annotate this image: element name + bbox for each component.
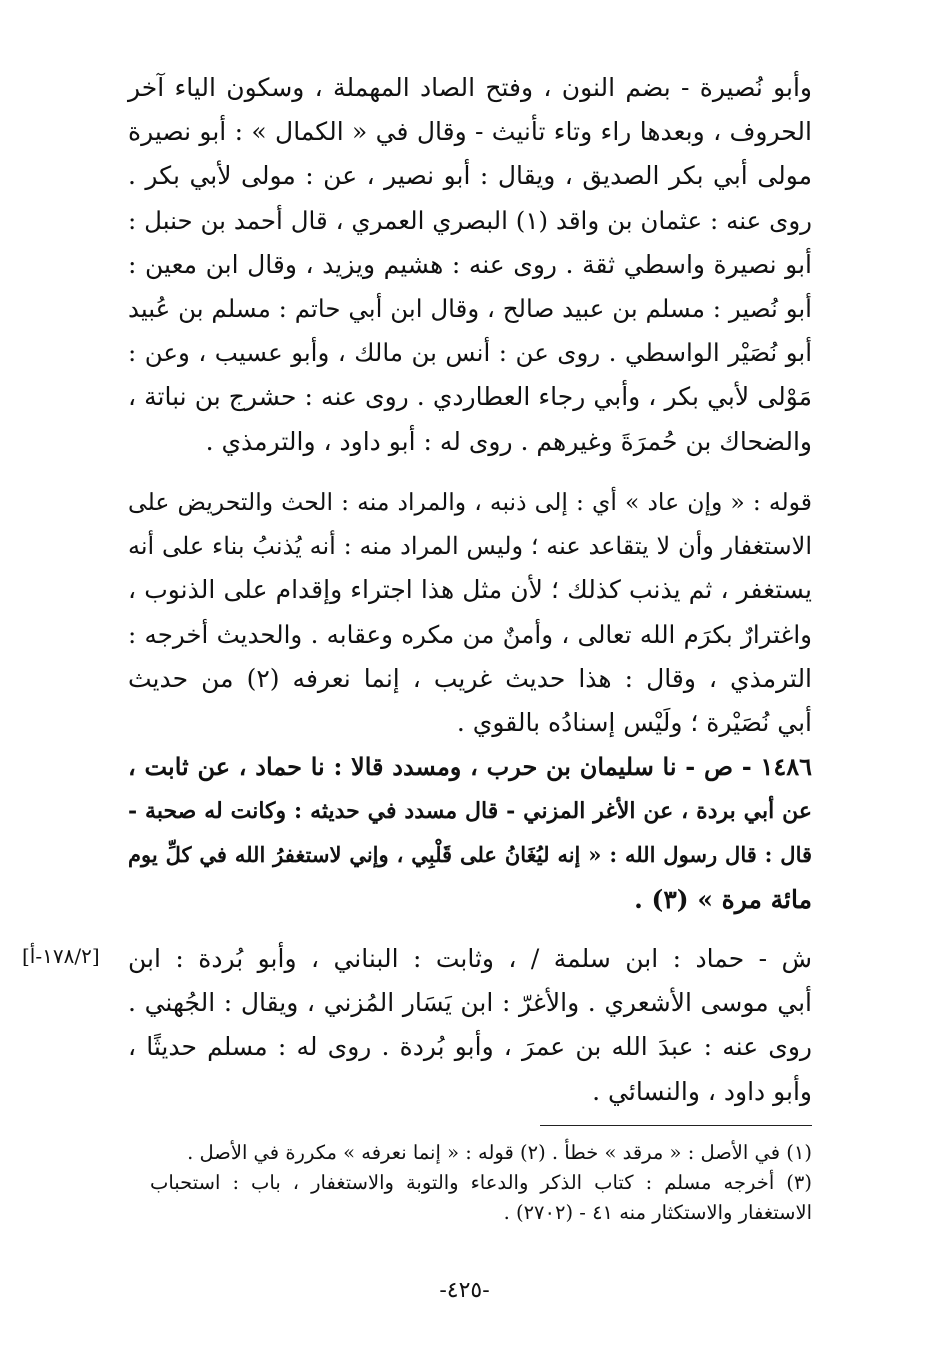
text-line: مولى أبي بكر الصديق ، ويقال : أبو نصير ، عن : مولى لأبي بكر . — [128, 161, 812, 191]
text-line: مَوْلى لأبي بكر ، وأبي رجاء العطاردي . روى عنه : حشرج بن نباتة ، — [128, 382, 812, 412]
manuscript-folio-reference: [١٧٨/٢-أ] — [22, 944, 100, 968]
footnote-line: (١) في الأصل : « مرقد » خطأ . (٢) قوله : « إنما نعرفه » مكررة في الأصل . — [187, 1141, 812, 1164]
footnote-separator — [540, 1125, 812, 1126]
text-line: وأبو داود ، والنسائي . — [592, 1076, 812, 1106]
text-line: ش - حماد : ابن سلمة / ، وثابت : البناني ، وأبو بُردة : ابن — [128, 944, 812, 973]
text-line: ١٤٨٦ - ص - نا سليمان بن حرب ، ومسدد قالا : نا حماد ، عن ثابت ، — [128, 752, 812, 781]
explanation-paragraph — [128, 937, 812, 1114]
text-line: أبي موسى الأشعري . والأغرّ : ابن يَسَار المُزني ، ويقال : الجُهني . — [128, 988, 812, 1018]
hadith-text-bold — [128, 745, 812, 922]
text-line: أبو نصيرة واسطي ثقة . روى عنه : هشيم ويزيد ، وقال ابن معين : — [128, 249, 812, 279]
text-line: قال : قال رسول الله : « إنه ليُغَانُ على قَلْبِي ، وإني لاستغفرُ الله في كلِّ يوم — [128, 842, 813, 868]
text-line: مائة مرة » (٣) . — [634, 884, 812, 914]
text-line: أبي نُصَيْرة ؛ ولَيْس إسنادُه بالقوي . — [456, 707, 812, 737]
text-line: وأبو نُصيرة - بضم النون ، وفتح الصاد المهملة ، وسكون الياء آخر — [128, 73, 812, 102]
text-line: يستغفر ، ثم يذنب كذلك ؛ لأن مثل هذا اجتراء وإقدام على الذنوب ، — [128, 575, 812, 605]
narrator-biography-paragraph — [128, 66, 812, 464]
text-line: أبو نُصَيْر الواسطي . روى عن : أنس بن مالك ، وأبو عسيب ، وعن : — [128, 338, 812, 368]
text-line: واغترارٌ بكرَم الله تعالى ، وأمنٌ من مكره وعقابه . والحديث أخرجه : — [128, 619, 812, 649]
text-line: والضحاك بن حُمرَةَ وغيرهم . روى له : أبو داود ، والترمذي . — [205, 426, 812, 456]
footnote-line: الاستغفار والاستكثار منه ٤١ - (٢٧٠٢) . — [503, 1201, 812, 1224]
text-line: أبو نُصير : مسلم بن عبيد صالح ، وقال ابن أبي حاتم : مسلم بن عُبيد — [128, 293, 812, 323]
text-line: الاستغفار وأن لا يتقاعد عنه ؛ وليس المراد منه : أنه يُذنبُ بناء على أنه — [128, 532, 812, 561]
text-line: قوله : « وإن عاد » أي : إلى ذنبه ، والمراد منه : الحث والتحريض على — [128, 488, 812, 516]
commentary-paragraph — [128, 480, 812, 745]
footnotes — [150, 1138, 812, 1228]
text-line: روى عنه : عبدَ الله بن عمرَ ، وأبو بُردة . روى له : مسلم حديثًا ، — [128, 1032, 812, 1062]
page-number: -٤٢٥- — [439, 1278, 490, 1303]
text-line: عن أبي بردة ، عن الأغر المزني - قال مسدد في حديثه : وكانت له صحبة - — [128, 798, 812, 825]
footnote-line: (٣) أخرجه مسلم : كتاب الذكر والدعاء والتوبة والاستغفار ، باب : استحباب — [150, 1171, 812, 1194]
text-line: الحروف ، وبعدها راء وتاء تأنيث - وقال في « الكمال » : أبو نصيرة — [128, 117, 812, 147]
text-line: الترمذي ، وقال : هذا حديث غريب ، إنما نعرفه (٢) من حديث — [128, 663, 813, 693]
text-line: روى عنه : عثمان بن واقد (١) البصري العمري ، قال أحمد بن حنبل : — [128, 205, 812, 235]
